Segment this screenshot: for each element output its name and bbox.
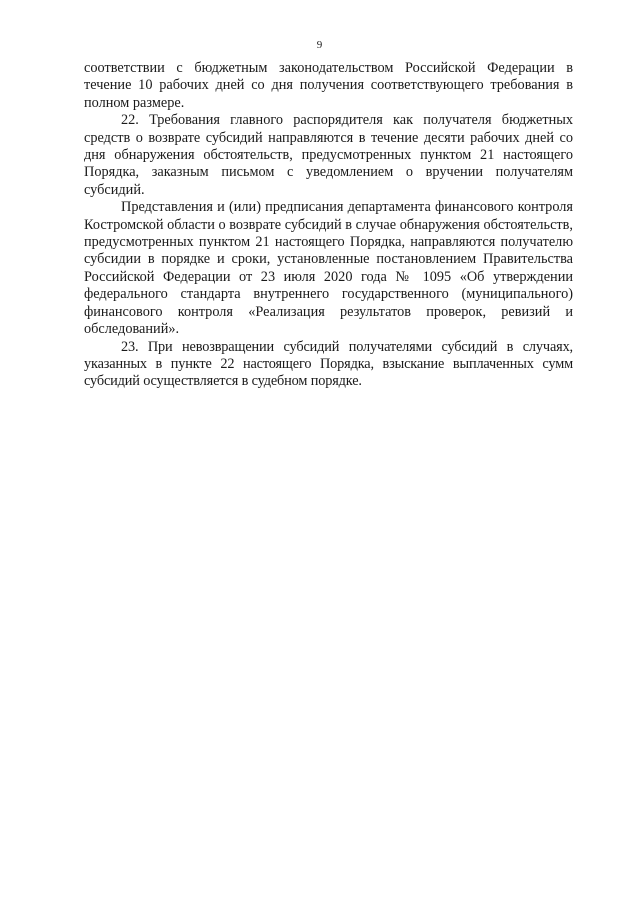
paragraph-continuation: соответствии с бюджетным законодательством Российской Федерации в течение 10 рабочих дней со дня получения соответствующего требования в полном размере. [84,60,573,111]
paragraph-representations: Представления и (или) предписания департамента финансового контроля Костромской области о возврате субсидий в случае обнаружения обстоятельств, предусмотренных пунктом 21 настоящего Порядка, направляются получателю субсидии в порядке и сроки, установленные постановлением Правительства Российской Федерации от 23 июля 2020 года № 1095 «Об утверждении федерального стандарта внутреннего государственного (муниципального) финансового контроля «Реализация результатов проверок, ревизий и обследований». [84,199,573,338]
paragraph-22: 22. Требования главного распорядителя как получателя бюджетных средств о возврате субсидий направляются в течение десяти рабочих дней со дня обнаружения обстоятельств, предусмотренных пунктом 21 настоящего Порядка, заказным письмом с уведомлением о вручении получателям субсидий. [84,112,573,198]
document-body [84,60,573,391]
paragraph-23: 23. При невозвращении субсидий получателями субсидий в случаях, указанных в пункте 22 настоящего Порядка, взыскание выплаченных сумм субсидий осуществляется в судебном порядке. [84,338,573,390]
page-number: 9 [316,39,323,51]
